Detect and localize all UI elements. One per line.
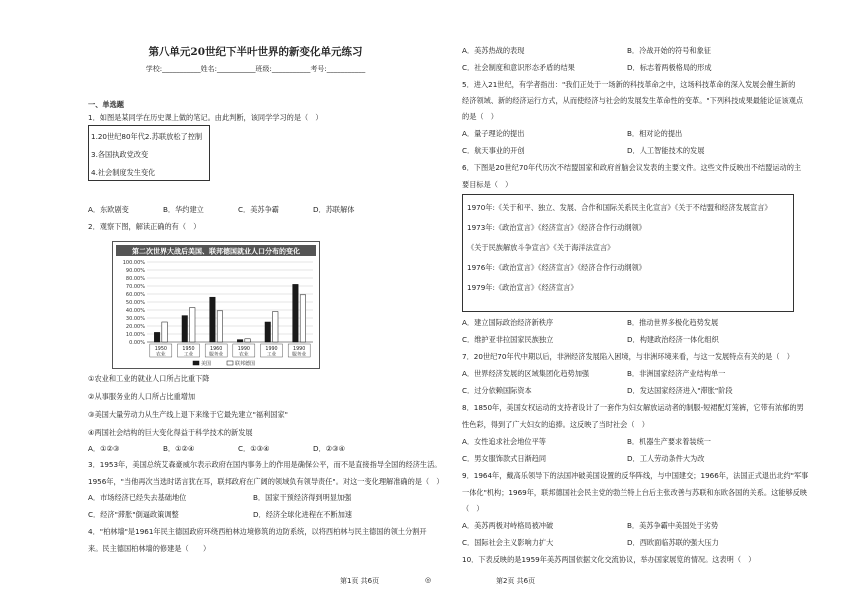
option[interactable]: A．市场经济已经失去基础地位 [88,493,187,502]
q1-note: 4.社会制度发生变化 [91,168,156,177]
category-label-year: 1950 [154,347,167,352]
q3-options [88,493,418,502]
category-label-year: 1990 [293,347,306,352]
q2-item: ③美国大量劳动力从生产线上退下来缘于它最先建立"福利国家" [88,410,288,419]
chart-bar [273,312,279,342]
chart-title: 第二次世界大战后美国、联邦德国就业人口分布的变化 [132,247,300,256]
y-tick-label: 60.00% [125,291,145,298]
q4-line: 来。民主德国柏林墙的修建是（ ） [88,544,211,553]
category-label-sector: 工业 [266,352,277,358]
q6-doc-line: 1976年:《政治宣言》《经济宣言》《经济合作行动纲领》 [467,263,646,272]
page-number-left: 第1页 共6页 [340,577,380,585]
option[interactable]: C．美苏争霸 [238,205,279,214]
chart-bar [154,332,160,342]
chart-bar [265,322,271,342]
option[interactable]: A．量子理论的提出 [462,129,525,138]
y-tick-label: 30.00% [125,315,145,322]
chart-bar [182,316,188,342]
option[interactable]: A．东欧剧变 [88,205,129,214]
option[interactable]: A．美苏两极对峙格局被冲破 [462,521,554,530]
option[interactable]: C．过分依赖国际资本 [462,386,532,395]
q6-options [462,318,792,327]
y-tick-label: 90.00% [125,267,145,274]
option[interactable]: C．①③④ [238,444,270,453]
q8-line: 性色彩，得到了广大妇女的追捧。这反映了当时社会（ ） [462,420,649,429]
option[interactable]: D．苏联解体 [313,205,355,214]
q5-line: 5．进入21世纪，有学者指出："我们正处于一场新的科技革命之中，这场科技革命的深入发展会催生新的 [462,80,796,89]
category-label-sector: 服务业 [291,352,307,358]
option[interactable]: D．构建政治经济一体化组织 [627,335,719,344]
q1-note: 1.20世纪80年代2.苏联放松了控制 [91,132,203,141]
option[interactable]: D．西欧面临苏联的强大压力 [627,538,719,547]
option[interactable]: A．美苏热战的表现 [462,46,525,55]
legend-label: 联邦德国 [235,361,256,367]
option[interactable]: B．非洲国家经济产业结构单一 [627,369,726,378]
q5-line: 经济领域、新的经济运行方式，从而使经济与社会的发展发生革命性的变革。"下列科技成果最能论证该观点 [462,96,804,105]
q1-notes-box [88,125,210,181]
q5-options [462,146,792,155]
q2-options [88,444,388,453]
q2-item: ④两国社会结构的巨大变化得益于科学技术的新发展 [88,428,253,437]
option[interactable]: B．机器生产要求着装统一 [627,437,711,446]
q4-options [462,46,792,55]
q6-doc-line: 1979年:《政治宣言》《经济宣言》 [467,283,578,292]
q7-stem: 7．20世纪70年代中期以后，非洲经济发展陷入困境，与非洲环境来看，与这一发展特点有关的是（ ） [462,352,794,361]
q6-options [462,335,792,344]
page-number-right: 第2页 共6页 [496,577,536,585]
q3-line: 1956年，"当他再次当选时诺言犹在耳，联邦政府在广阔的领域负有领导责任"。对这一变化理解准确的是（ ） [88,477,444,486]
q4-line: 4．"柏林墙"是1961年民主德国政府环绕西柏林边境修筑的边防系统，以将西柏林与民主德国的领土分割开 [88,527,427,536]
option[interactable]: B．①②④ [163,444,195,453]
q9-line: 一体化"机构；1969年，联邦德国社会民主党的勃兰特上台后主张改善与苏联和东欧各国的关系。这能够反映 [462,488,808,497]
option[interactable]: D．经济全球化进程在不断加速 [253,510,352,519]
q9-line: （ ） [462,504,484,513]
option[interactable]: D．标志着两极格局的形成 [627,63,712,72]
option[interactable]: D．发达国家经济进入"滞胀"阶段 [627,386,733,395]
category-label-sector: 服务业 [208,352,224,358]
chart-bar [237,340,243,342]
chart-bar [245,339,251,342]
chart-bar [217,311,223,342]
q7-options [462,369,792,378]
q9-line: 9．1964年，戴高乐领导下的法国冲破美国设置的反华阵线，与中国建交；1966年，法国正式退出北约"军事 [462,471,809,480]
option[interactable]: A．①②③ [88,444,120,453]
option[interactable]: C．社会制度和意识形态矛盾的结果 [462,63,575,72]
page-title: 第八单元20世纪下半叶世界的新变化单元练习 [148,46,363,58]
chart-bar [300,295,306,342]
y-tick-label: 100.00% [122,259,145,266]
option[interactable]: A．女性追求社会地位平等 [462,437,546,446]
y-tick-label: 50.00% [125,299,145,306]
q10-stem: 10．下表反映的是1959年美苏两国依据文化交流协议，举办国家展览的情况。这表明（ ） [462,555,756,564]
q2-item: ①农业和工业的就业人口所占比重下降 [88,374,210,383]
option[interactable]: C．国际社会主义影响力扩大 [462,538,554,547]
option[interactable]: B．相对论的提出 [627,129,683,138]
option[interactable]: B．推动世界多极化趋势发展 [627,318,719,327]
option[interactable]: A．世界经济发展的区域集团化趋势加强 [462,369,590,378]
y-tick-label: 80.00% [125,275,145,282]
q8-options [462,437,792,446]
category-label-sector: 工业 [183,352,194,358]
q1-note: 3.各国执政党改变 [91,150,149,159]
q6-line: 6．下图是20世纪70年代历次不结盟国家和政府首脑会议发表的主要文件。这些文件反映出不结盟运动的主 [462,163,802,172]
q6-doc-line: 1970年:《关于和平、独立、发展、合作和国际关系民主化宣言》《关于不结盟和经济发展宣言》 [467,203,772,212]
y-tick-label: 20.00% [125,323,145,330]
option[interactable]: C．维护亚非拉国家民族独立 [462,335,554,344]
chart-bar [210,297,216,342]
option[interactable]: B．华约建立 [163,205,204,214]
y-tick-label: 0.00% [129,339,145,346]
y-tick-label: 70.00% [125,283,145,290]
q3-options [88,510,418,519]
option[interactable]: D．工人劳动条件大为改 [627,454,705,463]
q5-line: 的是（ ） [462,112,498,121]
student-info-line: 学校:___________姓名:___________班级:___________考号:___________ [145,65,366,73]
chart-bar [162,322,168,342]
q7-options [462,386,792,395]
category-label-year: 1990 [237,347,250,352]
q1-options [88,205,388,214]
q9-options [462,538,792,547]
q6-documents-box [462,194,794,312]
q1-stem: 1．如图是某同学在历史课上做的笔记。由此判断，该同学学习的是（ ） [88,113,323,122]
q8-options [462,454,792,463]
y-tick-label: 40.00% [125,307,145,314]
q9-options [462,521,792,530]
q2-stem: 2．观察下图，解读正确的有（ ） [88,222,201,231]
option[interactable]: C．航天事业的开创 [462,146,525,155]
category-label-year: 1990 [265,347,278,352]
q5-options [462,129,792,138]
legend-label: 美国 [201,361,212,367]
q4-options [462,63,792,72]
section-heading: 一、单选题 [88,100,124,109]
q6-doc-line: 1973年:《政治宣言》《经济宣言》《经济合作行动纲领》 [467,223,646,232]
y-tick-label: 10.00% [125,331,145,338]
q8-line: 8．1850年，美国女权运动的支持者设计了一套作为妇女解放运动者的制服-短裙配灯笼裤，它带有浓郁的男 [462,403,804,412]
chart-bar [293,284,299,342]
q3-line: 3．1953年，美国总统艾森豪威尔表示政府在国内事务上的作用是确保公平，而不是直接指导全国的经济生活。 [88,460,442,469]
option[interactable]: A．建立国际政治经济新秩序 [462,318,554,327]
chart-svg [113,242,319,368]
option[interactable]: B．美苏争霸中美国处于劣势 [627,521,719,530]
q6-line: 要目标是（ ） [462,180,513,189]
option[interactable]: C．男女服饰款式日渐趋同 [462,454,547,463]
category-label-year: 1950 [182,347,195,352]
option[interactable]: B．国家干预经济得到明显加强 [253,493,352,502]
option[interactable]: B．冷战开始的符号和象征 [627,46,711,55]
option[interactable]: C．经济"滞胀"倒逼政策调整 [88,510,179,519]
category-label-sector: 农业 [239,352,249,358]
employment-bar-chart [112,241,320,369]
category-label-sector: 农业 [156,352,166,358]
legend-swatch [227,361,233,365]
page-separator: ◎ [425,576,432,584]
q2-item: ②从事服务业的人口所占比重增加 [88,392,196,401]
chart-bar [190,308,196,342]
option[interactable]: D．②③④ [313,444,346,453]
legend-swatch [193,361,199,365]
category-label-year: 1960 [210,347,223,352]
option[interactable]: D．人工智能技术的发展 [627,146,705,155]
q6-doc-line: 《关于民族解放斗争宣言》《关于海洋法宣言》 [467,243,615,252]
